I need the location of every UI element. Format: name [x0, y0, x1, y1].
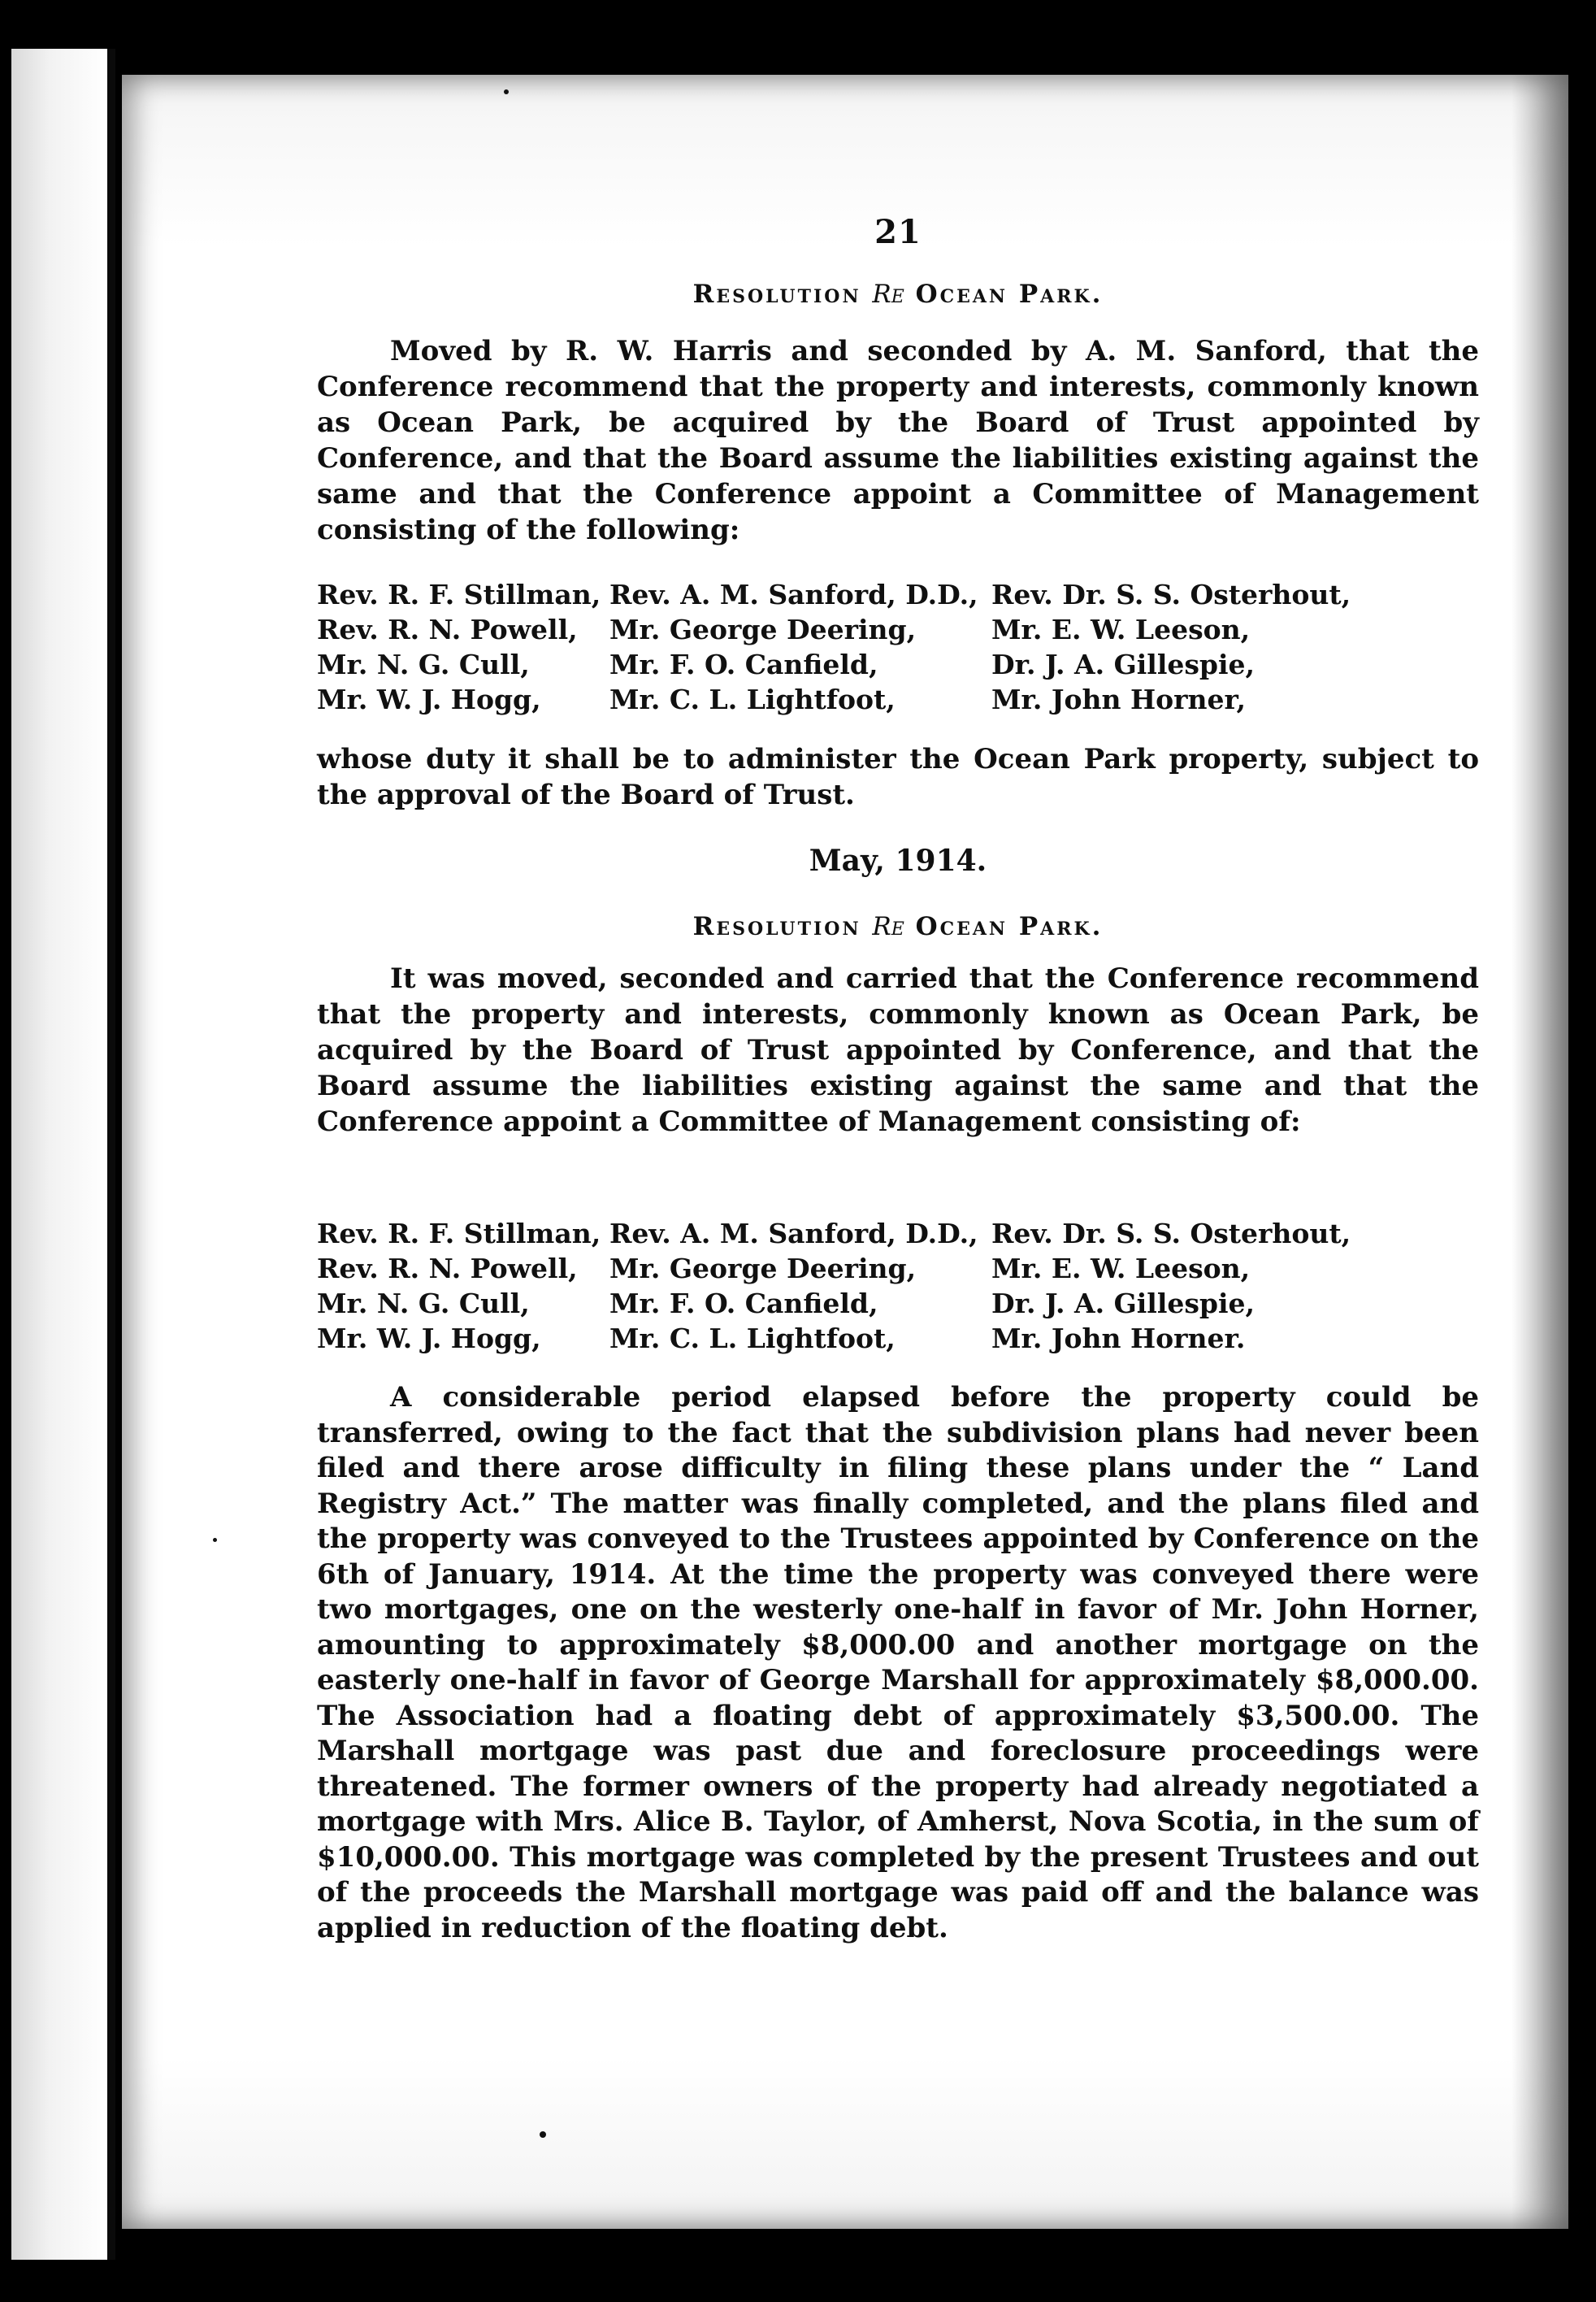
- name-entry: Mr. George Deering,: [609, 1253, 917, 1284]
- scan-speck: [504, 89, 509, 94]
- names-row: [317, 1286, 1479, 1321]
- names-row: [317, 1216, 1479, 1251]
- name-entry: Rev. Dr. S. S. Osterhout,: [991, 579, 1351, 610]
- scan-speck: [540, 2131, 546, 2138]
- name-entry: Rev. R. F. Stillman,: [317, 579, 601, 610]
- document-page: [122, 75, 1568, 2229]
- name-entry: Mr. F. O. Canfield,: [609, 649, 878, 680]
- history-paragraph: A considerable period elapsed before the property could be transferred, owing to the fact that the subdivision plans had never been filed and there arose difficulty in filing these plans under the “ Land Registry Act.” The matter was finally completed, and the plans filed and the property was conveyed to the Trustees appointed by Conference on the 6th of January, 1914. At the time the property was conveyed there were two mortgages, one on the westerly one-half in favor of Mr. John Horner, amounting to approximately $8,000.00 and another mortgage on the easterly one-half in favor of George Marshall for approximately $8,000.00. The Association had a floating debt of approximately $3,500.00. The Marshall mortgage was past due and foreclosure proceedings were threatened. The former owners of the property had already negotiated a mortgage with Mrs. Alice B. Taylor, of Amherst, Nova Scotia, in the sum of $10,000.00. This mortgage was completed by the present Trustees and out of the proceeds the Marshall mortgage was paid off and the balance was applied in reduction of the floating debt.: [317, 1381, 1479, 1944]
- name-entry: Dr. J. A. Gillespie,: [991, 1288, 1256, 1319]
- name-entry: Mr. N. G. Cull,: [317, 649, 530, 680]
- heading-suffix: Ocean Park.: [915, 912, 1104, 941]
- name-entry: Mr. N. G. Cull,: [317, 1288, 530, 1319]
- name-entry: Mr. E. W. Leeson,: [991, 1253, 1251, 1284]
- page-gutter: [107, 49, 115, 2260]
- name-entry: Rev. R. F. Stillman,: [317, 1218, 601, 1249]
- name-entry: Mr. W. J. Hogg,: [317, 1323, 541, 1354]
- name-entry: Mr. John Horner,: [991, 684, 1247, 715]
- heading-re: Re: [872, 280, 904, 309]
- previous-page-edge: [11, 49, 107, 2260]
- name-entry: Mr. George Deering,: [609, 614, 917, 645]
- committee-names-list: [317, 577, 1479, 717]
- name-entry: Mr. John Horner.: [991, 1323, 1246, 1354]
- name-entry: Rev. A. M. Sanford, D.D.,: [609, 579, 978, 610]
- heading-prefix: Resolution: [692, 912, 861, 941]
- heading-re: Re: [872, 912, 904, 941]
- name-entry: Rev. A. M. Sanford, D.D.,: [609, 1218, 978, 1249]
- name-entry: Mr. C. L. Lightfoot,: [609, 1323, 896, 1354]
- heading-suffix: Ocean Park.: [915, 280, 1104, 309]
- date-heading: May, 1914.: [809, 844, 987, 878]
- names-row: [317, 1251, 1479, 1286]
- resolution-paragraph-2: It was moved, seconded and carried that the Conference recommend that the property and interests, commonly known as Ocean Park, be acquired by the Board of Trust appointed by Conference, and that the Board assume the liabilities existing against the same and that the Conference appoint a Committee of Management consisting of:: [317, 962, 1479, 1138]
- page-number: 21: [874, 213, 922, 251]
- name-entry: Dr. J. A. Gillespie,: [991, 649, 1256, 680]
- name-entry: Rev. R. N. Powell,: [317, 1253, 578, 1284]
- names-row: [317, 682, 1479, 717]
- heading-prefix: Resolution: [692, 280, 861, 309]
- scan-speck: [213, 1538, 217, 1542]
- name-entry: Rev. Dr. S. S. Osterhout,: [991, 1218, 1351, 1249]
- name-entry: Mr. F. O. Canfield,: [609, 1288, 878, 1319]
- resolution-closing: whose duty it shall be to administer the Ocean Park property, subject to the approval of the Board of Trust.: [317, 743, 1479, 811]
- committee-names-list-2: [317, 1216, 1479, 1356]
- name-entry: Mr. C. L. Lightfoot,: [609, 684, 896, 715]
- name-entry: Rev. R. N. Powell,: [317, 614, 578, 645]
- name-entry: Mr. W. J. Hogg,: [317, 684, 541, 715]
- names-row: [317, 577, 1479, 612]
- resolution-paragraph: Moved by R. W. Harris and seconded by A. M. Sanford, that the Conference recommend that the property and interests, commonly known as Ocean Park, be acquired by the Board of Trust appointed by Conference, and that the Board assume the liabilities existing against the same and that the Conference appoint a Committee of Management consisting of the following:: [317, 335, 1479, 546]
- page-shadow: [1511, 75, 1568, 2229]
- names-row: [317, 612, 1479, 647]
- names-row: [317, 1321, 1479, 1356]
- names-row: [317, 647, 1479, 682]
- section-heading-ocean-park-2: [317, 912, 1479, 941]
- name-entry: Mr. E. W. Leeson,: [991, 614, 1251, 645]
- section-heading-ocean-park: [317, 280, 1479, 309]
